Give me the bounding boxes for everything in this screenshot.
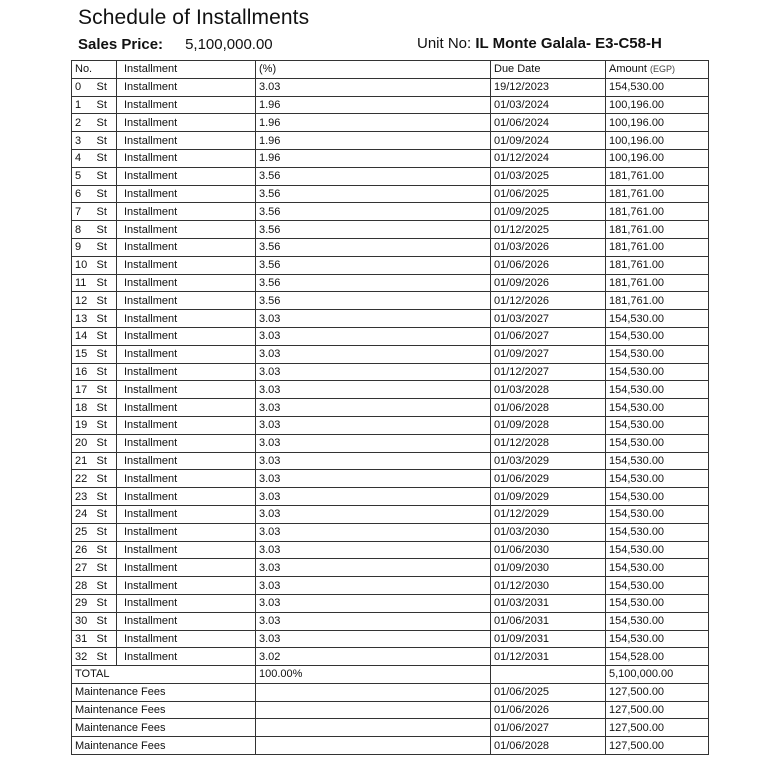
row-number: 26 bbox=[72, 541, 94, 559]
row-percent: 3.56 bbox=[256, 221, 491, 239]
row-percent: 3.03 bbox=[256, 434, 491, 452]
row-percent: 3.03 bbox=[256, 327, 491, 345]
row-amount: 154,528.00 bbox=[606, 648, 709, 666]
row-percent: 1.96 bbox=[256, 114, 491, 132]
header-amount: Amount (EGP) bbox=[606, 61, 709, 79]
row-number: 20 bbox=[72, 434, 94, 452]
row-suffix: St bbox=[94, 345, 117, 363]
row-amount: 181,761.00 bbox=[606, 185, 709, 203]
row-label: Installment bbox=[117, 399, 256, 417]
row-number: 14 bbox=[72, 327, 94, 345]
row-label: Installment bbox=[117, 452, 256, 470]
row-percent: 1.96 bbox=[256, 132, 491, 150]
row-percent: 3.03 bbox=[256, 630, 491, 648]
row-number: 12 bbox=[72, 292, 94, 310]
page-title: Schedule of Installments bbox=[78, 6, 310, 29]
row-suffix: St bbox=[94, 96, 117, 114]
row-number: 0 bbox=[72, 78, 94, 96]
row-due-date: 01/09/2030 bbox=[491, 559, 606, 577]
row-label: Installment bbox=[117, 96, 256, 114]
table-row bbox=[72, 470, 709, 488]
row-due-date: 01/06/2027 bbox=[491, 327, 606, 345]
row-number: 11 bbox=[72, 274, 94, 292]
row-suffix: St bbox=[94, 185, 117, 203]
row-label: Installment bbox=[117, 434, 256, 452]
fee-empty bbox=[256, 737, 491, 755]
row-amount: 154,530.00 bbox=[606, 327, 709, 345]
table-row bbox=[72, 149, 709, 167]
row-due-date: 01/06/2031 bbox=[491, 612, 606, 630]
fee-amount: 127,500.00 bbox=[606, 719, 709, 737]
table-row bbox=[72, 114, 709, 132]
row-number: 6 bbox=[72, 185, 94, 203]
row-suffix: St bbox=[94, 203, 117, 221]
total-label: TOTAL bbox=[72, 666, 256, 684]
table-header-row bbox=[72, 61, 709, 79]
row-suffix: St bbox=[94, 114, 117, 132]
row-amount: 154,530.00 bbox=[606, 310, 709, 328]
sales-price bbox=[78, 36, 273, 53]
row-amount: 154,530.00 bbox=[606, 416, 709, 434]
row-percent: 3.03 bbox=[256, 399, 491, 417]
row-due-date: 01/03/2027 bbox=[491, 310, 606, 328]
row-amount: 181,761.00 bbox=[606, 292, 709, 310]
table-row bbox=[72, 203, 709, 221]
row-suffix: St bbox=[94, 381, 117, 399]
row-amount: 154,530.00 bbox=[606, 505, 709, 523]
table-row bbox=[72, 452, 709, 470]
fee-label: Maintenance Fees bbox=[72, 701, 256, 719]
table-row bbox=[72, 577, 709, 595]
sales-price-label: Sales Price: bbox=[78, 36, 164, 53]
table-row bbox=[72, 363, 709, 381]
row-percent: 3.03 bbox=[256, 345, 491, 363]
row-due-date: 01/03/2028 bbox=[491, 381, 606, 399]
fee-due-date: 01/06/2025 bbox=[491, 683, 606, 701]
row-due-date: 01/09/2031 bbox=[491, 630, 606, 648]
row-amount: 154,530.00 bbox=[606, 78, 709, 96]
table-row bbox=[72, 541, 709, 559]
row-percent: 3.03 bbox=[256, 612, 491, 630]
row-label: Installment bbox=[117, 78, 256, 96]
row-due-date: 01/09/2025 bbox=[491, 203, 606, 221]
row-suffix: St bbox=[94, 238, 117, 256]
header-percent: (%) bbox=[256, 61, 491, 79]
row-suffix: St bbox=[94, 630, 117, 648]
row-percent: 3.03 bbox=[256, 78, 491, 96]
row-percent: 3.56 bbox=[256, 185, 491, 203]
table-row bbox=[72, 167, 709, 185]
row-percent: 3.03 bbox=[256, 523, 491, 541]
row-label: Installment bbox=[117, 310, 256, 328]
row-percent: 1.96 bbox=[256, 96, 491, 114]
row-due-date: 01/03/2024 bbox=[491, 96, 606, 114]
row-amount: 100,196.00 bbox=[606, 132, 709, 150]
row-due-date: 01/03/2026 bbox=[491, 238, 606, 256]
row-suffix: St bbox=[94, 167, 117, 185]
row-due-date: 01/06/2025 bbox=[491, 185, 606, 203]
row-label: Installment bbox=[117, 648, 256, 666]
row-number: 13 bbox=[72, 310, 94, 328]
row-amount: 181,761.00 bbox=[606, 221, 709, 239]
row-amount: 154,530.00 bbox=[606, 363, 709, 381]
header-installment: Installment bbox=[117, 61, 256, 79]
row-suffix: St bbox=[94, 648, 117, 666]
row-suffix: St bbox=[94, 149, 117, 167]
row-amount: 100,196.00 bbox=[606, 96, 709, 114]
row-percent: 3.03 bbox=[256, 577, 491, 595]
row-due-date: 01/12/2024 bbox=[491, 149, 606, 167]
row-suffix: St bbox=[94, 292, 117, 310]
table-row bbox=[72, 648, 709, 666]
row-label: Installment bbox=[117, 470, 256, 488]
row-number: 19 bbox=[72, 416, 94, 434]
fee-row bbox=[72, 737, 709, 755]
fee-due-date: 01/06/2027 bbox=[491, 719, 606, 737]
table-row bbox=[72, 221, 709, 239]
row-amount: 154,530.00 bbox=[606, 470, 709, 488]
row-percent: 3.03 bbox=[256, 594, 491, 612]
row-amount: 181,761.00 bbox=[606, 274, 709, 292]
row-number: 4 bbox=[72, 149, 94, 167]
row-label: Installment bbox=[117, 149, 256, 167]
header-no: No. bbox=[72, 61, 117, 79]
row-due-date: 01/06/2029 bbox=[491, 470, 606, 488]
fee-due-date: 01/06/2028 bbox=[491, 737, 606, 755]
row-amount: 154,530.00 bbox=[606, 452, 709, 470]
unit-code: IL Monte Galala- E3-C58-H bbox=[475, 35, 662, 52]
table-row bbox=[72, 345, 709, 363]
row-due-date: 01/12/2031 bbox=[491, 648, 606, 666]
row-label: Installment bbox=[117, 132, 256, 150]
row-number: 22 bbox=[72, 470, 94, 488]
fee-label: Maintenance Fees bbox=[72, 683, 256, 701]
row-suffix: St bbox=[94, 452, 117, 470]
row-number: 24 bbox=[72, 505, 94, 523]
row-label: Installment bbox=[117, 559, 256, 577]
row-number: 18 bbox=[72, 399, 94, 417]
row-suffix: St bbox=[94, 256, 117, 274]
table-row bbox=[72, 292, 709, 310]
row-number: 16 bbox=[72, 363, 94, 381]
fee-empty bbox=[256, 701, 491, 719]
row-percent: 3.56 bbox=[256, 274, 491, 292]
row-label: Installment bbox=[117, 167, 256, 185]
row-number: 5 bbox=[72, 167, 94, 185]
row-amount: 100,196.00 bbox=[606, 149, 709, 167]
row-due-date: 01/03/2031 bbox=[491, 594, 606, 612]
row-number: 32 bbox=[72, 648, 94, 666]
table-row bbox=[72, 630, 709, 648]
row-due-date: 01/09/2028 bbox=[491, 416, 606, 434]
row-due-date: 01/09/2029 bbox=[491, 488, 606, 506]
row-label: Installment bbox=[117, 114, 256, 132]
row-percent: 3.56 bbox=[256, 292, 491, 310]
row-amount: 181,761.00 bbox=[606, 167, 709, 185]
table-row bbox=[72, 399, 709, 417]
total-empty bbox=[491, 666, 606, 684]
row-suffix: St bbox=[94, 274, 117, 292]
row-number: 1 bbox=[72, 96, 94, 114]
row-due-date: 01/12/2029 bbox=[491, 505, 606, 523]
row-amount: 154,530.00 bbox=[606, 559, 709, 577]
row-number: 2 bbox=[72, 114, 94, 132]
row-label: Installment bbox=[117, 523, 256, 541]
row-number: 28 bbox=[72, 577, 94, 595]
row-number: 7 bbox=[72, 203, 94, 221]
row-amount: 154,530.00 bbox=[606, 345, 709, 363]
row-suffix: St bbox=[94, 363, 117, 381]
fee-amount: 127,500.00 bbox=[606, 683, 709, 701]
row-label: Installment bbox=[117, 345, 256, 363]
table-row bbox=[72, 523, 709, 541]
row-amount: 154,530.00 bbox=[606, 612, 709, 630]
header-due-date: Due Date bbox=[491, 61, 606, 79]
row-amount: 154,530.00 bbox=[606, 399, 709, 417]
row-label: Installment bbox=[117, 221, 256, 239]
row-label: Installment bbox=[117, 505, 256, 523]
row-percent: 3.56 bbox=[256, 238, 491, 256]
row-number: 8 bbox=[72, 221, 94, 239]
row-due-date: 01/09/2026 bbox=[491, 274, 606, 292]
row-due-date: 01/12/2030 bbox=[491, 577, 606, 595]
row-label: Installment bbox=[117, 292, 256, 310]
row-due-date: 01/12/2025 bbox=[491, 221, 606, 239]
row-percent: 3.03 bbox=[256, 363, 491, 381]
row-suffix: St bbox=[94, 327, 117, 345]
row-suffix: St bbox=[94, 221, 117, 239]
row-due-date: 01/03/2030 bbox=[491, 523, 606, 541]
row-due-date: 01/09/2024 bbox=[491, 132, 606, 150]
row-number: 21 bbox=[72, 452, 94, 470]
row-suffix: St bbox=[94, 559, 117, 577]
row-due-date: 01/06/2030 bbox=[491, 541, 606, 559]
row-percent: 1.96 bbox=[256, 149, 491, 167]
row-percent: 3.56 bbox=[256, 256, 491, 274]
row-number: 23 bbox=[72, 488, 94, 506]
fee-empty bbox=[256, 719, 491, 737]
row-due-date: 19/12/2023 bbox=[491, 78, 606, 96]
row-label: Installment bbox=[117, 327, 256, 345]
row-suffix: St bbox=[94, 78, 117, 96]
unit-label: Unit No: bbox=[417, 35, 472, 52]
row-label: Installment bbox=[117, 577, 256, 595]
row-suffix: St bbox=[94, 310, 117, 328]
row-due-date: 01/12/2026 bbox=[491, 292, 606, 310]
fee-empty bbox=[256, 683, 491, 701]
row-due-date: 01/06/2024 bbox=[491, 114, 606, 132]
row-label: Installment bbox=[117, 630, 256, 648]
row-number: 3 bbox=[72, 132, 94, 150]
table-row bbox=[72, 185, 709, 203]
row-percent: 3.03 bbox=[256, 559, 491, 577]
table-row bbox=[72, 256, 709, 274]
row-amount: 154,530.00 bbox=[606, 577, 709, 595]
row-label: Installment bbox=[117, 488, 256, 506]
row-suffix: St bbox=[94, 541, 117, 559]
row-suffix: St bbox=[94, 594, 117, 612]
row-due-date: 01/09/2027 bbox=[491, 345, 606, 363]
row-number: 27 bbox=[72, 559, 94, 577]
fee-row bbox=[72, 701, 709, 719]
table-row bbox=[72, 381, 709, 399]
row-number: 25 bbox=[72, 523, 94, 541]
row-number: 31 bbox=[72, 630, 94, 648]
row-number: 9 bbox=[72, 238, 94, 256]
row-suffix: St bbox=[94, 416, 117, 434]
row-label: Installment bbox=[117, 238, 256, 256]
row-suffix: St bbox=[94, 612, 117, 630]
row-suffix: St bbox=[94, 577, 117, 595]
row-percent: 3.03 bbox=[256, 381, 491, 399]
row-label: Installment bbox=[117, 612, 256, 630]
row-due-date: 01/12/2027 bbox=[491, 363, 606, 381]
row-amount: 154,530.00 bbox=[606, 630, 709, 648]
fee-label: Maintenance Fees bbox=[72, 719, 256, 737]
row-percent: 3.03 bbox=[256, 505, 491, 523]
table-row bbox=[72, 327, 709, 345]
unit-number bbox=[417, 35, 662, 52]
row-percent: 3.03 bbox=[256, 310, 491, 328]
row-label: Installment bbox=[117, 416, 256, 434]
row-suffix: St bbox=[94, 505, 117, 523]
row-suffix: St bbox=[94, 434, 117, 452]
row-number: 15 bbox=[72, 345, 94, 363]
table-row bbox=[72, 310, 709, 328]
row-amount: 154,530.00 bbox=[606, 594, 709, 612]
table-row bbox=[72, 416, 709, 434]
row-amount: 154,530.00 bbox=[606, 381, 709, 399]
total-percent: 100.00% bbox=[256, 666, 491, 684]
row-percent: 3.03 bbox=[256, 452, 491, 470]
row-percent: 3.03 bbox=[256, 488, 491, 506]
row-due-date: 01/12/2028 bbox=[491, 434, 606, 452]
row-due-date: 01/03/2029 bbox=[491, 452, 606, 470]
table-row bbox=[72, 505, 709, 523]
row-amount: 181,761.00 bbox=[606, 238, 709, 256]
row-amount: 154,530.00 bbox=[606, 541, 709, 559]
table-row bbox=[72, 78, 709, 96]
row-number: 10 bbox=[72, 256, 94, 274]
fee-row bbox=[72, 683, 709, 701]
row-due-date: 01/06/2028 bbox=[491, 399, 606, 417]
row-number: 30 bbox=[72, 612, 94, 630]
fee-amount: 127,500.00 bbox=[606, 701, 709, 719]
table-row bbox=[72, 594, 709, 612]
row-label: Installment bbox=[117, 203, 256, 221]
total-row bbox=[72, 666, 709, 684]
row-number: 29 bbox=[72, 594, 94, 612]
table-row bbox=[72, 274, 709, 292]
fee-row bbox=[72, 719, 709, 737]
row-percent: 3.03 bbox=[256, 416, 491, 434]
installments-table bbox=[71, 60, 709, 755]
row-percent: 3.03 bbox=[256, 541, 491, 559]
total-amount: 5,100,000.00 bbox=[606, 666, 709, 684]
row-label: Installment bbox=[117, 594, 256, 612]
row-amount: 154,530.00 bbox=[606, 523, 709, 541]
row-amount: 100,196.00 bbox=[606, 114, 709, 132]
row-due-date: 01/06/2026 bbox=[491, 256, 606, 274]
row-amount: 181,761.00 bbox=[606, 256, 709, 274]
row-suffix: St bbox=[94, 132, 117, 150]
row-percent: 3.02 bbox=[256, 648, 491, 666]
row-percent: 3.56 bbox=[256, 167, 491, 185]
table-row bbox=[72, 612, 709, 630]
table-row bbox=[72, 488, 709, 506]
sales-price-value: 5,100,000.00 bbox=[185, 36, 273, 53]
row-due-date: 01/03/2025 bbox=[491, 167, 606, 185]
row-label: Installment bbox=[117, 363, 256, 381]
fee-amount: 127,500.00 bbox=[606, 737, 709, 755]
row-label: Installment bbox=[117, 185, 256, 203]
row-label: Installment bbox=[117, 541, 256, 559]
row-amount: 181,761.00 bbox=[606, 203, 709, 221]
table-row bbox=[72, 132, 709, 150]
row-suffix: St bbox=[94, 488, 117, 506]
fee-label: Maintenance Fees bbox=[72, 737, 256, 755]
table-row bbox=[72, 434, 709, 452]
row-percent: 3.56 bbox=[256, 203, 491, 221]
row-label: Installment bbox=[117, 274, 256, 292]
row-suffix: St bbox=[94, 523, 117, 541]
row-label: Installment bbox=[117, 381, 256, 399]
row-suffix: St bbox=[94, 470, 117, 488]
table-row bbox=[72, 238, 709, 256]
row-percent: 3.03 bbox=[256, 470, 491, 488]
row-amount: 154,530.00 bbox=[606, 488, 709, 506]
row-label: Installment bbox=[117, 256, 256, 274]
table-row bbox=[72, 96, 709, 114]
table-row bbox=[72, 559, 709, 577]
row-amount: 154,530.00 bbox=[606, 434, 709, 452]
row-number: 17 bbox=[72, 381, 94, 399]
fee-due-date: 01/06/2026 bbox=[491, 701, 606, 719]
row-suffix: St bbox=[94, 399, 117, 417]
